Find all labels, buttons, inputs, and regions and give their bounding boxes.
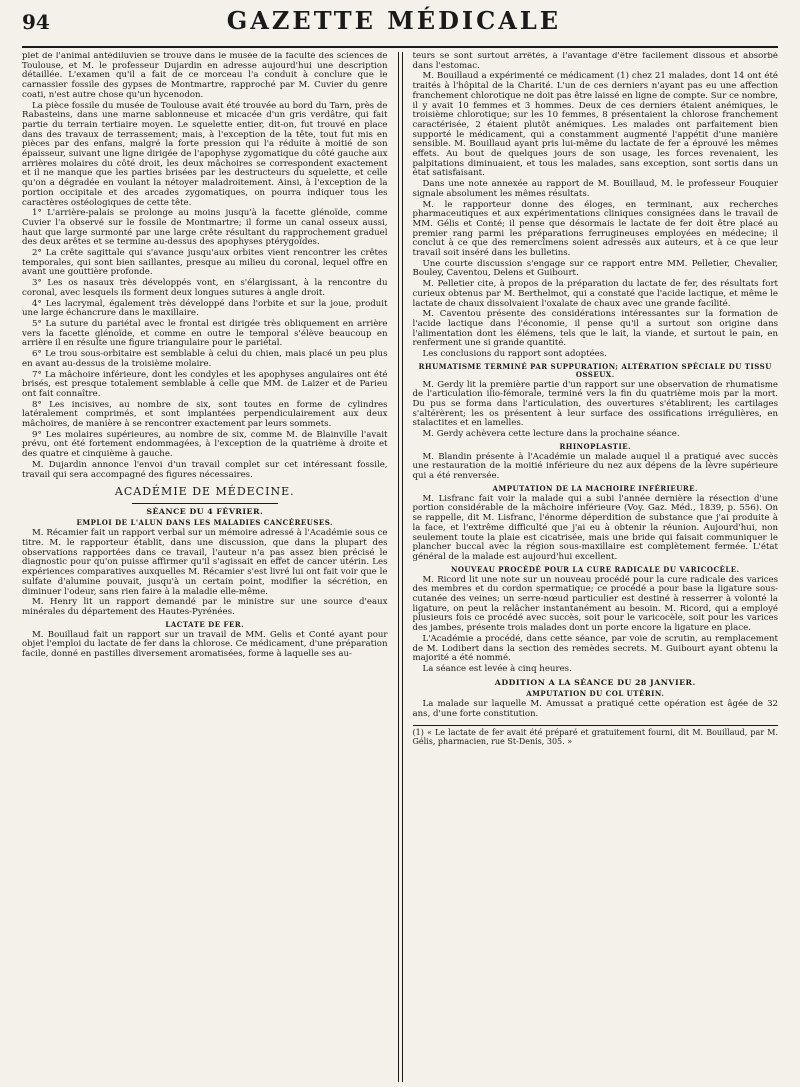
text-columns — [22, 52, 778, 1082]
paragraph: Une courte discussion s'engage sur ce rapport entre MM. Pelletier, Chevalier, Bouley, Caventou, Delens et Guibourt. — [412, 258, 778, 279]
paragraph: M. Caventou présente des considérations intéressantes sur la formation de l'acide lactique dans l'économie, il pense qu'il a surtout son origine dans l'alimentation dont les élémens, tels que le lait, la viande, et surtout le pain, en renferment une si grande quantité. — [412, 309, 778, 349]
subheading-rheumatism: RHUMATISME TERMINÉ PAR SUPPURATION; ALTÉRATION SPÉCIALE DU TISSU OSSEUX. — [418, 361, 772, 379]
masthead — [22, 6, 778, 48]
journal-title: GAZETTE MÉDICALE — [226, 6, 562, 35]
section-heading-academy: ACADÉMIE DE MÉDECINE. — [114, 485, 295, 499]
paragraph: 8° Les incisives, au nombre de six, sont toutes en forme de cylindres latéralement comprimés, et sont implantées perpendiculairement aux deux mâchoires, de manière à se rencontrer exactement par leurs sommets. — [22, 399, 388, 430]
paragraph: M. Pelletier cite, à propos de la préparation du lactate de fer, des résultats fort curieux obtenus par M. Berthelmot, qui a constaté que l'acide lactique, et même le lactate de chaux dissolvaient l'oxalate de chaux avec une grande facilité. — [412, 279, 778, 309]
subheading-alum: EMPLOI DE L'ALUN DANS LES MALADIES CANCÉREUSES. — [76, 518, 333, 528]
paragraph: La pièce fossile du musée de Toulouse avait été trouvée au bord du Tarn, près de Rabasteins, dans une marne sablonneuse et micacée d'un gris verdâtre, qui fait partie du terrain tertiaire moyen. Le squelette entier, dit-on, fut trouvé en place dans des travaux de terrassement; mais, à l'exception de la tête, tout fut mis en pièces par des enfans, malgré la forte pression qui l'a réduite à moitié de son épaisseur, suivant une ligne dirigée de l'apophyse zygomatique du côté gauche aux arrières molaires du côté droit, les deux mâchoires se correspondent exactement et il ne manque que les parties brisées par les destructeurs du squelette, et celle qu'on a dégradée en voulant la nétoyer maladroitement. Ainsi, à l'exception de la portion occipitale et des arcades zygomatiques, on pourra indiquer tous les caractères ostéologiques de cette tête. — [22, 100, 388, 208]
subheading-jaw-amputation: AMPUTATION DE LA MACHOIRE INFÉRIEURE. — [492, 483, 698, 493]
paragraph: M. Récamier fait un rapport verbal sur un mémoire adressé à l'Académie sous ce titre. M. le rapporteur établit, dans une discussion, que dans la plupart des observations rapportées dans ce travail, l'auteur n'a pas assez bien précisé le diagnostic pour qu'on puisse affirmer qu'il s'agissait en effet de cancer utérin. Les expériences comparatives auxquelles M. Récamier s'est livré lui ont fait voir que le sulfate d'alumine pouvait, jusqu'à un certain point, modifier la sécrétion, en diminuer l'odeur, sans rien faire à la maladie elle-même. — [22, 528, 388, 597]
paragraph: M. Henry lit un rapport demandé par le ministre sur une source d'eaux minérales du département des Hautes-Pyrénées. — [22, 597, 388, 617]
divider-rule — [132, 503, 278, 504]
paragraph: 9° Les molaires supérieures, au nombre de six, comme M. de Blainville l'avait prévu, ont été fortement endommagées, à l'exception de la quatrième à droite et des quatre et cinquième à gauche. — [22, 429, 388, 460]
paragraph: M. Ricord lit une note sur un nouveau procédé pour la cure radicale des varices des membres et du cordon spermatique; ce procédé a pour base la ligature sous-cutanée des veines; un serre-nœud particulier est destiné à resserrer à volonté la ligature, on peut la relâcher instantanément au besoin. M. Ricord, qui a employé plusieurs fois ce procédé avec succès, soit pour le varicocèle, soit pour les varices des jambes, présente trois malades dont un porte encore la ligature en place. — [412, 574, 778, 634]
paragraph: La malade sur laquelle M. Amussat a pratiqué cette opération est âgée de 32 ans, d'une forte constitution. — [412, 699, 778, 720]
subheading-rhinoplasty: RHINOPLASTIE. — [559, 441, 632, 451]
paragraph: M. Gerdy achèvera cette lecture dans la prochaine séance. — [422, 429, 680, 440]
footnote: (1) « Le lactate de fer avait été préparé et gratuitement fourni, dit M. Bouillaud, par M. Gélis, pharmacien, rue St-Denis, 305. » — [413, 725, 779, 746]
paragraph: L'Académie a procédé, dans cette séance, par voie de scrutin, au remplacement de M. Lodibert dans la section des remèdes secrets. M. Guibourt ayant obtenu la majorité a été nommé. — [412, 633, 778, 664]
paragraph: M. Lisfranc fait voir la malade qui a subi l'année dernière la résection d'une portion considérable de la mâchoire inférieure (Voy. Gaz. Méd., 1839, p. 556). On se rappelle, dit M. Lisfranc, l'énorme déperdition de substance que j'ai produite à la face, et l'extrême difficulté que j'ai eu à obtenir la réunion. Aujourd'hui, non seulement toute la plaie est cicatrisée, mais une bride qui faisait communiquer le plancher buccal avec la région sous-maxillaire est complètement fermée. L'état général de la malade est aujourd'hui excellent. — [412, 493, 778, 562]
subheading-uterus-amputation: AMPUTATION DU COL UTÉRIN. — [526, 689, 665, 699]
subheading-lactate: LACTATE DE FER. — [165, 619, 245, 629]
session-heading: SÉANCE DU 4 FÉVRIER. — [146, 506, 264, 516]
paragraph: M. Gerdy lit la première partie d'un rapport sur une observation de rhumatisme de l'articulation ilio-fémorale, terminé vers la fin du quatrième mois par la mort. Du pus se forma dans l'articulation, des ouvertures s'établirent; les cartilages s'altérèrent; les os présentent à leur surface des ossifications irrégulières, en stalactites et en lamelles. — [412, 379, 778, 429]
paragraph: 3° Les os nasaux très développés vont, en s'élargissant, à la rencontre du coronal, avec lesquels ils forment deux longues sutures à angle droit. — [22, 278, 388, 298]
paragraph: 4° Les lacrymal, également très développé dans l'orbite et sur la joue, produit une large échancrure dans le maxillaire. — [22, 298, 388, 319]
paragraph: M. le rapporteur donne des éloges, en terminant, aux recherches pharmaceutiques et aux expérimentations cliniques consignées dans le travail de MM. Gélis et Conté; il pense que désormais le lactate de fer doit être placé au premier rang parmi les préparations ferrugineuses employées en médecine; il conclut à ce que des remercîmens soient adressés aux auteurs, et à ce que leur travail soit inséré dans les bulletins. — [412, 199, 778, 259]
paragraph: M. Bouillaud a expérimenté ce médicament (1) chez 21 malades, dont 14 ont été traités à l'hôpital de la Charité. L'un de ces derniers n'ayant pas eu une affection franchement chlorotique ne doit pas être laissé en ligne de compte. Sur ce nombre, il y avait 10 femmes et 3 hommes. Deux de ces derniers étaient anémiques, le troisième chlorotique; sur les 10 femmes, 8 présentaient la chlorose franchement caractérisée, 2 étaient plutôt anémiques. Les malades ont parfaitement bien supporté le médicament, qui a constamment augmenté l'appétit d'une manière sensible. M. Bouillaud ayant pris lui-même du lactate de fer a éprouvé les mêmes effets. Au bout de quelques jours de son usage, les forces revenaient, les palpitations diminuaient, et tous les malades, sans exception, sont sortis dans un état satisfaisant. — [412, 71, 778, 179]
left-column — [22, 52, 388, 1082]
paragraph: La séance est levée à cinq heures. — [422, 663, 572, 674]
column-divider — [398, 52, 403, 1082]
paragraph: 5° La suture du pariétal avec le frontal est dirigée très obliquement en arrière vers la facette glénoïde, et comme en outre le temporal s'élève beaucoup en arrière il en résulte une figure triangulaire pour le pariétal. — [22, 318, 388, 349]
addition-heading: ADDITION A LA SÉANCE DU 28 JANVIER. — [494, 677, 696, 687]
paragraph: 7° La mâchoire inférieure, dont les condyles et les apophyses angulaires ont été brisés, est presque totalement semblable à celle que MM. de Laizer et de Parieu ont fait connaître. — [22, 369, 388, 399]
paragraph: 6° Le trou sous-orbitaire est semblable à celui du chien, mais placé un peu plus en avant au-dessus de la troisième molaire. — [22, 349, 388, 369]
paragraph: Les conclusions du rapport sont adoptées. — [422, 349, 607, 360]
paragraph: 1° L'arrière-palais se prolonge au moins jusqu'à la facette glénoïde, comme Cuvier l'a observé sur le fossile de Montmartre; il forme un canal osseux aussi, haut que large surmonté par une large crête résultant du rapprochement graduel des deux arêtes et se termine au-dessus des apophyses ptérygoïdes. — [22, 208, 388, 248]
paragraph: M. Bouillaud fait un rapport sur un travail de MM. Gelis et Conté ayant pour objet l'emploi du lactate de fer dans la chlorose. Ce médicament, d'une préparation facile, donné en pastilles diversement aromatisées, forme à laquelle ses au- — [22, 629, 388, 659]
paragraph: M. Blandin présente à l'Académie un malade auquel il a pratiqué avec succès une restauration de la moitié inférieure du nez aux dépens de la lèvre supérieure qui a été renversée. — [412, 451, 778, 482]
paragraph: 2° La crête sagittale qui s'avance jusqu'aux orbites vient rencontrer les crêtes temporales, qui sont bien saillantes, presque au milieu du coronal, lequel offre en avant une gouttière profonde. — [22, 248, 388, 278]
page-number: 94 — [22, 10, 50, 34]
paragraph: plet de l'animal antédiluvien se trouve dans le musée de la faculté des sciences de Toulouse, et M. le professeur Dujardin en adresse aujourd'hui une description détaillée. L'examen qu'il a fait de ce morceau l'a conduit à conclure que le carnassier fossile des gypses de Montmartre, rapproché par M. Cuvier du genre coati, n'est autre chose qu'un hycenodon. — [22, 52, 388, 100]
subheading-varicocele: NOUVEAU PROCÉDÉ POUR LA CURE RADICALE DU VARICOCÈLE. — [450, 564, 740, 574]
right-column — [413, 52, 779, 1082]
paragraph: Dans une note annexée au rapport de M. Bouillaud, M. le professeur Fouquier signale absolument les mêmes résultats. — [412, 179, 778, 199]
paragraph: M. Dujardin annonce l'envoi d'un travail complet sur cet intéressant fossile, travail qui sera accompagné des figures nécessaires. — [22, 459, 388, 480]
paragraph: teurs se sont surtout arrêtés, à l'avantage d'être facilement dissous et absorbé dans l'estomac. — [412, 52, 778, 71]
